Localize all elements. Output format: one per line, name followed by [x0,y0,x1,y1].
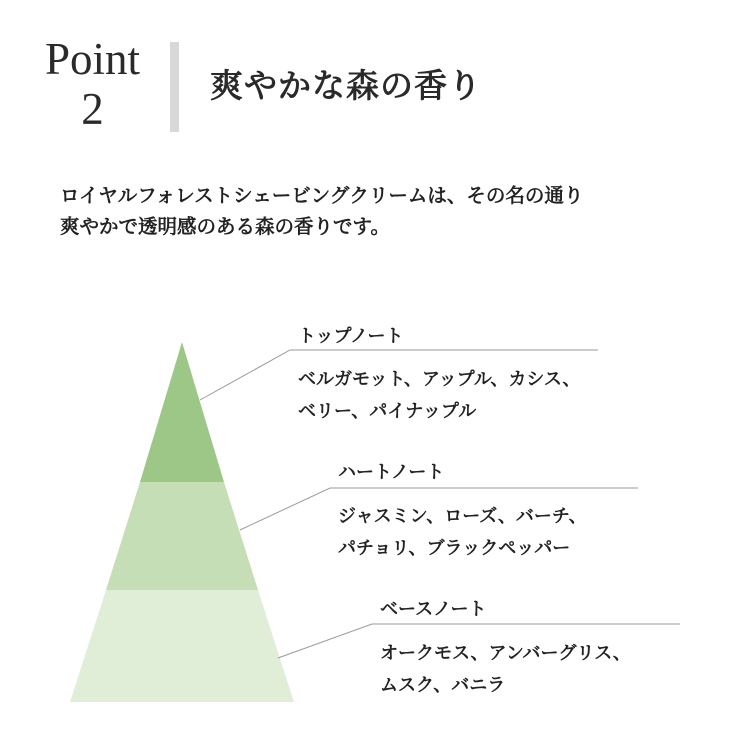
heart-note-description [338,501,587,565]
heart-note-line-2: パチョリ、ブラックペッパー [338,538,571,559]
base-note-title: ベースノート [380,599,487,620]
point-number: 2 [81,84,104,134]
base-note-line-2: ムスク、バニラ [380,675,506,696]
pyramid-tier-heart [106,482,258,590]
top-note-description [298,364,580,428]
page-title: 爽やかな森の香り [210,66,482,105]
point-word: Point [44,34,141,84]
intro-line-2: 爽やかで透明感のある森の香りです。 [60,215,390,238]
base-note-line-1: オークモス、アンバーグリス、 [380,643,631,664]
pyramid-tier-base [70,590,294,702]
heart-note-line-1: ジャスミン、ローズ、バーチ、 [338,506,587,527]
top-note-line-2: ベリー、パイナップル [298,401,477,422]
top-note-line-1: ベルガモット、アップル、カシス、 [298,369,581,390]
pyramid-tier-top [140,342,224,482]
heart-note-title: ハートノート [338,462,445,483]
top-note-title: トップノート [298,326,404,347]
base-note-description [380,638,631,702]
intro-line-1: ロイヤルフォレストシェービングクリームは、その名の通り [60,184,584,207]
